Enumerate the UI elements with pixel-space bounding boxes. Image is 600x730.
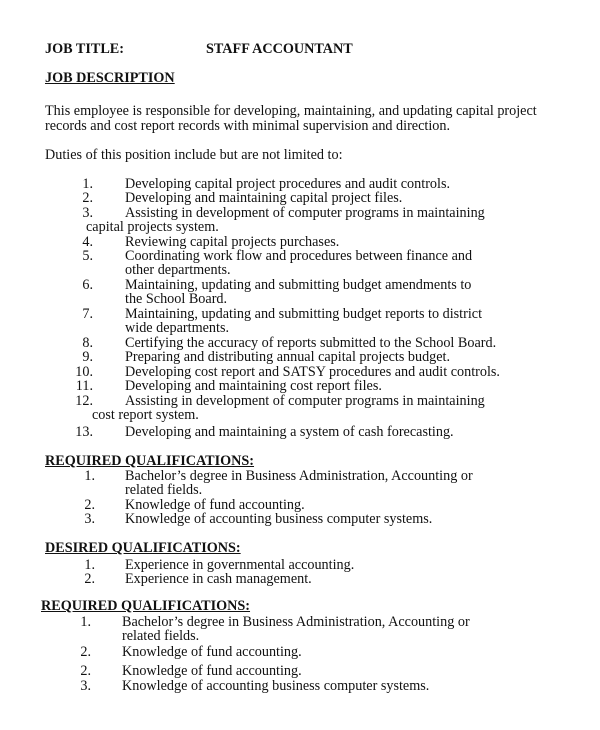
duty-number: 12.	[75, 393, 93, 409]
duty-text: Assisting in development of computer programs in maintaining	[125, 205, 485, 221]
qualification-number: 2.	[80, 663, 91, 679]
duty-text-continued: cost report system.	[92, 407, 199, 423]
duty-text: Assisting in development of computer programs in maintaining	[125, 393, 485, 409]
duty-number: 5.	[82, 248, 93, 264]
duty-number: 1.	[82, 176, 93, 192]
qualification-text: Experience in governmental accounting.	[125, 557, 355, 573]
qualification-text: Knowledge of accounting business computer systems.	[122, 678, 430, 694]
qualification-text: Knowledge of accounting business computer systems.	[125, 511, 433, 527]
qualification-text: Bachelor’s degree in Business Administration, Accounting or	[125, 468, 473, 484]
duty-number: 10.	[75, 364, 93, 380]
duty-text: Maintaining, updating and submitting budget reports to district	[125, 306, 483, 322]
duty-text: Certifying the accuracy of reports submitted to the School Board.	[125, 335, 497, 351]
job-title-value: STAFF ACCOUNTANT	[206, 41, 353, 57]
qualification-text: Experience in cash management.	[125, 571, 312, 587]
duty-number: 3.	[82, 205, 93, 221]
qualification-text: Bachelor’s degree in Business Administration, Accounting or	[122, 614, 470, 630]
duty-number: 2.	[82, 190, 93, 206]
qualification-number: 1.	[80, 614, 91, 630]
duty-number: 9.	[82, 349, 93, 365]
intro-line-2: records and cost report records with minimal supervision and direction.	[45, 118, 451, 134]
duty-number: 7.	[82, 306, 93, 322]
duty-text: Developing and maintaining capital project files.	[125, 190, 403, 206]
duty-number: 11.	[75, 378, 93, 394]
duty-text: Developing and maintaining cost report files.	[125, 378, 382, 394]
duty-text: Developing and maintaining a system of cash forecasting.	[125, 424, 454, 440]
qualification-number: 1.	[84, 557, 95, 573]
qualification-number: 3.	[80, 678, 91, 694]
duty-number: 13.	[75, 424, 93, 440]
qualification-number: 2.	[84, 497, 95, 513]
qualification-text-continued: related fields.	[122, 628, 200, 644]
duty-text-continued: capital projects system.	[86, 219, 219, 235]
qualification-text-continued: related fields.	[125, 482, 203, 498]
duty-text: Preparing and distributing annual capital projects budget.	[125, 349, 451, 365]
qualification-number: 2.	[80, 644, 91, 660]
required-qualifications-heading: REQUIRED QUALIFICATIONS:	[41, 598, 251, 614]
job-title-label: JOB TITLE:	[45, 41, 124, 57]
duty-number: 6.	[82, 277, 93, 293]
intro-line-1: This employee is responsible for developing, maintaining, and updating capital project	[45, 103, 537, 119]
qualification-text: Knowledge of fund accounting.	[122, 644, 302, 660]
required-qualifications-heading: REQUIRED QUALIFICATIONS:	[45, 453, 255, 469]
desired-qualifications-heading: DESIRED QUALIFICATIONS:	[45, 540, 241, 556]
duty-text: Developing capital project procedures and audit controls.	[125, 176, 451, 192]
qualification-text: Knowledge of fund accounting.	[122, 663, 302, 679]
qualification-number: 2.	[84, 571, 95, 587]
duty-text-continued: other departments.	[125, 262, 231, 278]
duty-text: Reviewing capital projects purchases.	[125, 234, 340, 250]
duty-text: Coordinating work flow and procedures between finance and	[125, 248, 473, 264]
duty-text: Maintaining, updating and submitting budget amendments to	[125, 277, 472, 293]
duty-number: 4.	[82, 234, 93, 250]
duties-intro: Duties of this position include but are not limited to:	[45, 147, 343, 163]
duty-text-continued: the School Board.	[125, 291, 228, 307]
qualification-number: 3.	[84, 511, 95, 527]
qualification-number: 1.	[84, 468, 95, 484]
duty-number: 8.	[82, 335, 93, 351]
qualification-text: Knowledge of fund accounting.	[125, 497, 305, 513]
duty-text-continued: wide departments.	[125, 320, 230, 336]
job-description-heading: JOB DESCRIPTION	[45, 70, 175, 86]
duty-text: Developing cost report and SATSY procedures and audit controls.	[125, 364, 500, 380]
